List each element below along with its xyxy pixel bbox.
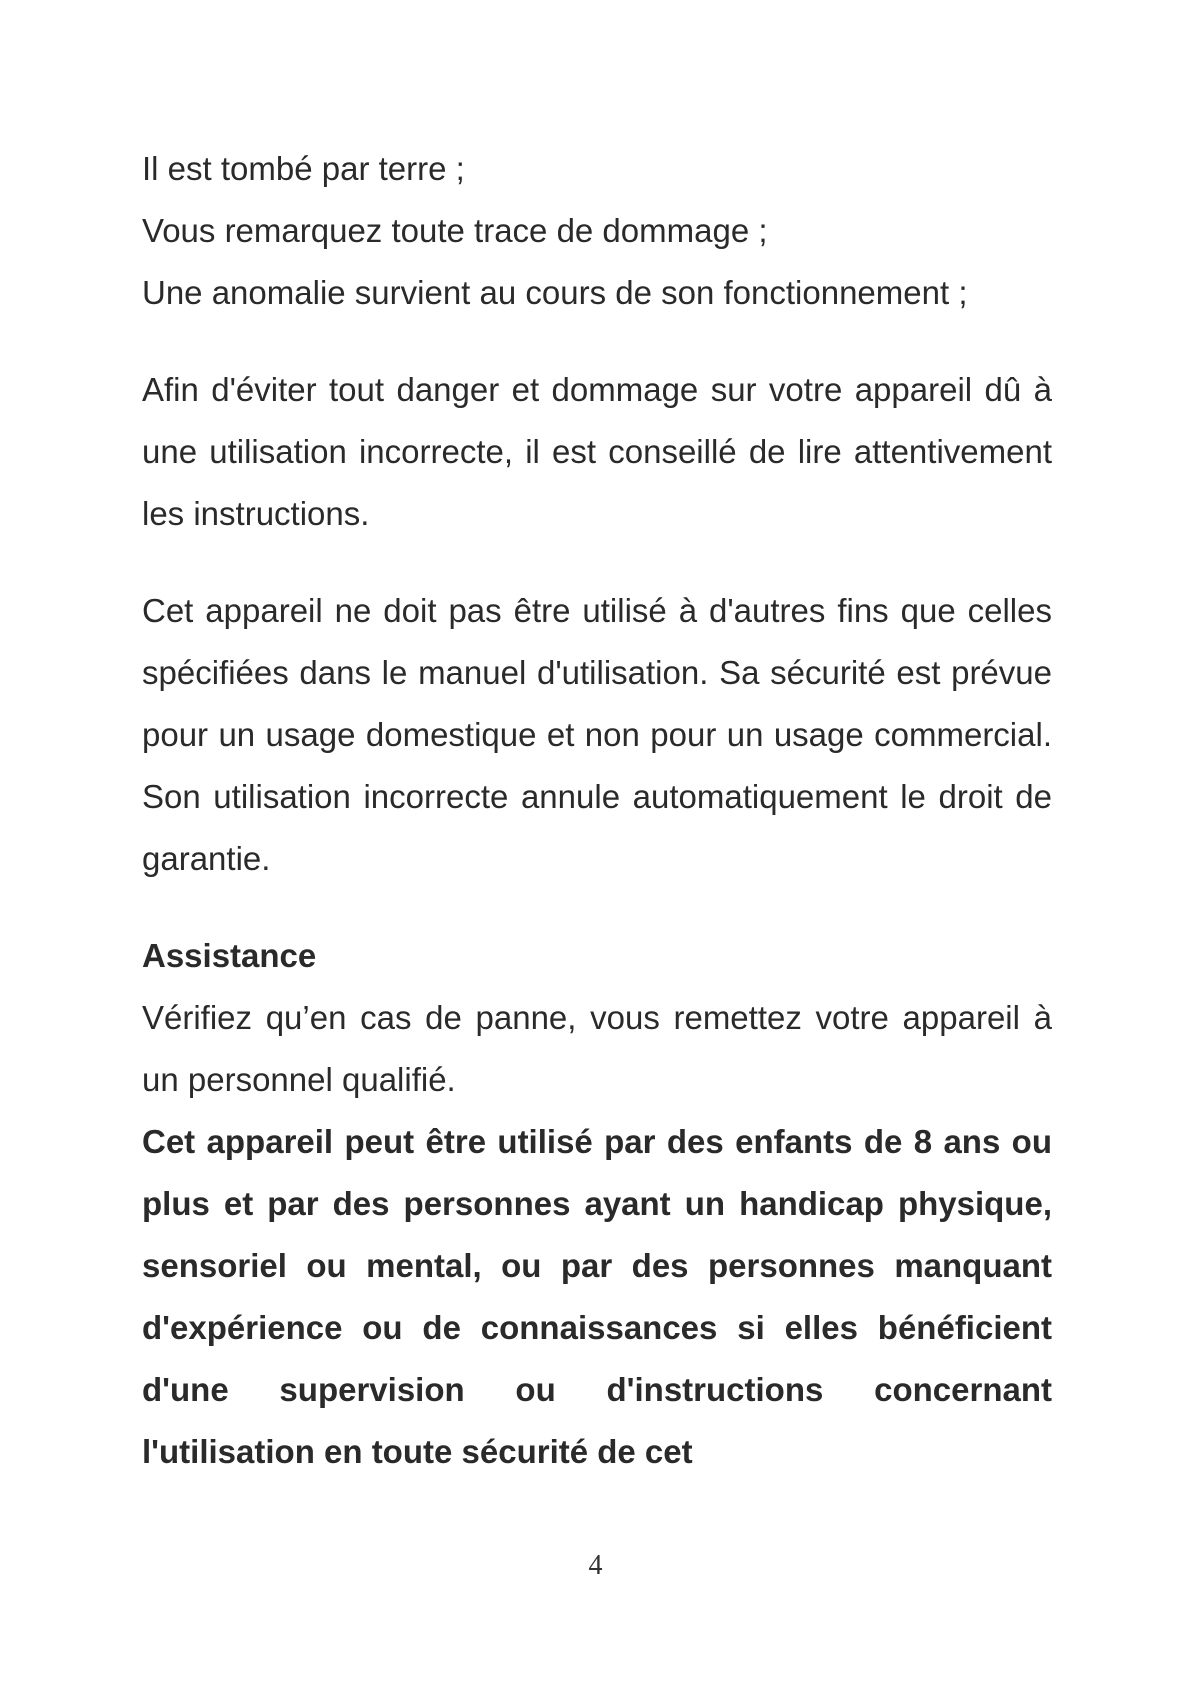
assistance-heading: Assistance	[142, 937, 317, 974]
list-item: Il est tombé par terre ;	[142, 150, 465, 187]
instructions-paragraph: Afin d'éviter tout danger et dommage sur votre appareil dû à une utilisation incorrecte, il est conseillé de lire attentivement les instructions.	[142, 371, 1052, 532]
warning-list	[142, 138, 1052, 324]
document-page	[142, 138, 1052, 1483]
children-safety-paragraph: Cet appareil peut être utilisé par des enfants de 8 ans ou plus et par des personnes ayant un handicap physique, sensoriel ou mental, ou par des personnes manquant d'expérience ou de connaissances si elles bénéficient d'une supervision ou d'instructions concernant l'utilisation en toute sécurité de cet	[142, 1123, 1052, 1470]
assistance-text: Vérifiez qu’en cas de panne, vous remettez votre appareil à un personnel qualifié.	[142, 999, 1052, 1098]
list-item: Vous remarquez toute trace de dommage ;	[142, 212, 768, 249]
usage-paragraph: Cet appareil ne doit pas être utilisé à d'autres fins que celles spécifiées dans le manuel d'utilisation. Sa sécurité est prévue pour un usage domestique et non pour un usage commercial. Son utilisation incorrecte annule automatiquement le droit de garantie.	[142, 592, 1052, 877]
assistance-section	[142, 925, 1052, 1111]
list-item: Une anomalie survient au cours de son fonctionnement ;	[142, 274, 968, 311]
page-number: 4	[588, 1550, 603, 1581]
